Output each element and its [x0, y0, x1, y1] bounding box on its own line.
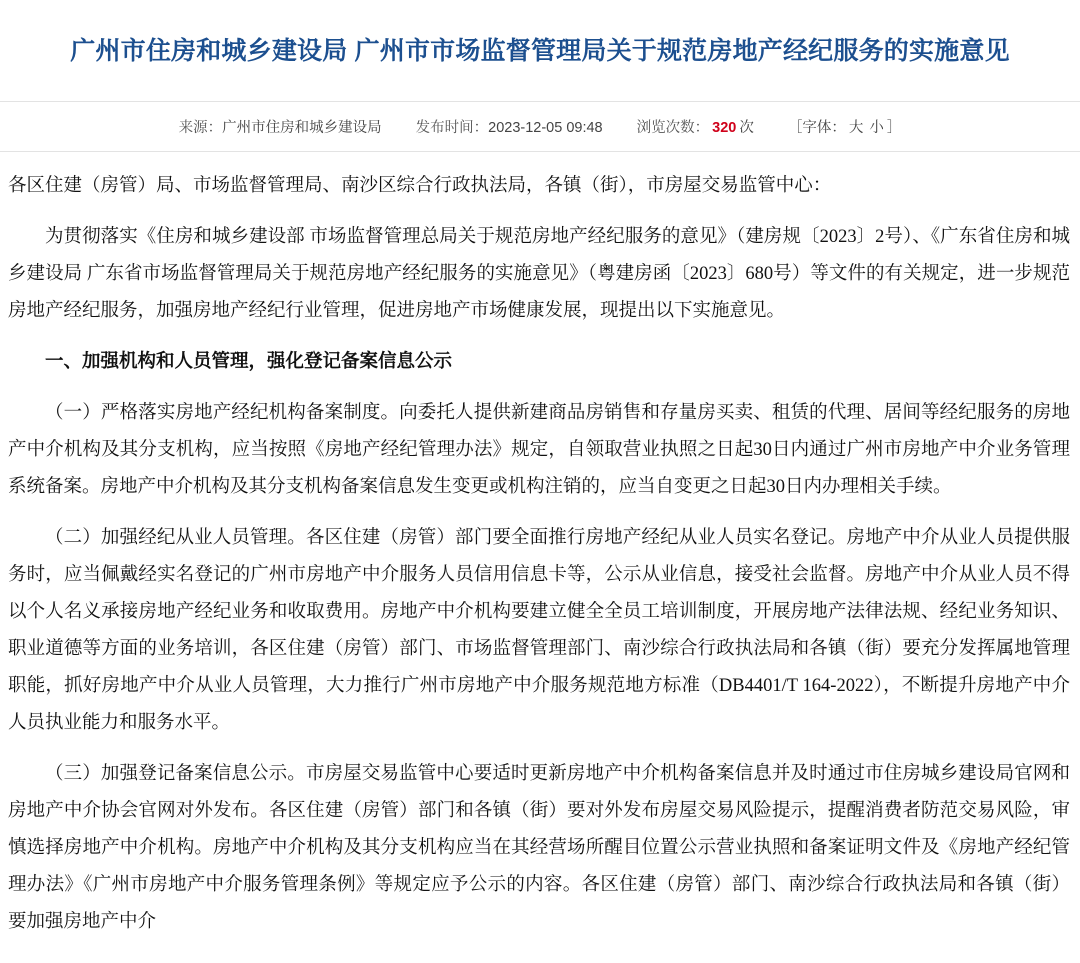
meta-publish-value: 2023-12-05 09:48 — [488, 120, 603, 137]
page-title: 广州市住房和城乡建设局 广州市市场监督管理局关于规范房地产经纪服务的实施意见 — [70, 36, 1010, 65]
paragraph-recipients: 各区住建（房管）局、市场监督管理局、南沙区综合行政执法局，各镇（街），市房屋交易监管中心： — [8, 176, 832, 197]
font-size-prefix: ［字体： — [787, 120, 846, 137]
meta-source-label: 来源： — [178, 120, 223, 137]
font-size-suffix: ］ — [886, 120, 902, 137]
meta-views-unit: 次 — [739, 120, 754, 137]
font-size-small-button[interactable]: 小 — [869, 120, 884, 137]
font-size-large-button[interactable]: 大 — [848, 120, 864, 137]
meta-source-value: 广州市住房和城乡建设局 — [222, 120, 382, 137]
paragraph-item-1-1: （一）严格落实房地产经纪机构备案制度。向委托人提供新建商品房销售和存量房买卖、租赁的代理、居间等经纪服务的房地产中介机构及其分支机构，应当按照《房地产经纪管理办法》规定，自领取营业执照之日起30日内通过广州市房地产中介业务管理系统备案。房地产中介机构及其分支机构备案信息发生变更或机构注销的，应当自变更之日起30日内办理相关手续。 — [8, 403, 1070, 498]
meta-publish-time — [416, 116, 603, 137]
font-size-control — [788, 116, 902, 137]
paragraph-item-1-3: （三）加强登记备案信息公示。市房屋交易监管中心要适时更新房地产中介机构备案信息并及时通过市住房城乡建设局官网和房地产中介协会官网对外发布。各区住建（房管）部门和各镇（街）要对外发布房屋交易风险提示，提醒消费者防范交易风险，审慎选择房地产中介机构。房地产中介机构及其分支机构应当在其经营场所醒目位置公示营业执照和备案证明文件及《房地产经纪管理办法》《广州市房地产中介服务管理条例》等规定应予公示的内容。各区住建（房管）部门、南沙综合行政执法局和各镇（街）要加强房地产中介 — [8, 764, 1070, 933]
meta-source — [179, 116, 382, 137]
meta-publish-label: 发布时间： — [415, 120, 489, 137]
meta-views-count: 320 — [712, 120, 737, 137]
paragraph-item-1-2: （二）加强经纪从业人员管理。各区住建（房管）部门要全面推行房地产经纪从业人员实名登记。房地产中介从业人员提供服务时，应当佩戴经实名登记的广州市房地产中介服务人员信用信息卡等，公示从业信息，接受社会监督。房地产中介从业人员不得以个人名义承接房地产经纪业务和收取费用。房地产中介机构要建立健全全员工培训制度，开展房地产法律法规、经纪业务知识、职业道德等方面的业务培训，各区住建（房管）部门、市场监督管理部门、南沙综合行政执法局和各镇（街）要充分发挥属地管理职能，抓好房地产中介从业人员管理，大力推行广州市房地产中介服务规范地方标准（DB4401/T 164-2022），不断提升房地产中介人员执业能力和服务水平。 — [8, 528, 1070, 734]
meta-views — [637, 116, 754, 137]
document-meta-bar — [0, 102, 1080, 152]
paragraph-preamble: 为贯彻落实《住房和城乡建设部 市场监督管理总局关于规范房地产经纪服务的意见》（建房规〔2023〕2号）、《广东省住房和城乡建设局 广东省市场监督管理局关于规范房地产经纪服务的实施意见》（粤建房函〔2023〕680号）等文件的有关规定，进一步规范房地产经纪服务，加强房地产经纪行业管理，促进房地产市场健康发展，现提出以下实施意见。 — [8, 227, 1070, 322]
title-section — [0, 0, 1080, 102]
meta-views-label: 浏览次数： — [636, 120, 710, 137]
document-body — [0, 152, 1080, 963]
section-heading-1: 一、加强机构和人员管理，强化登记备案信息公示 — [45, 352, 453, 373]
